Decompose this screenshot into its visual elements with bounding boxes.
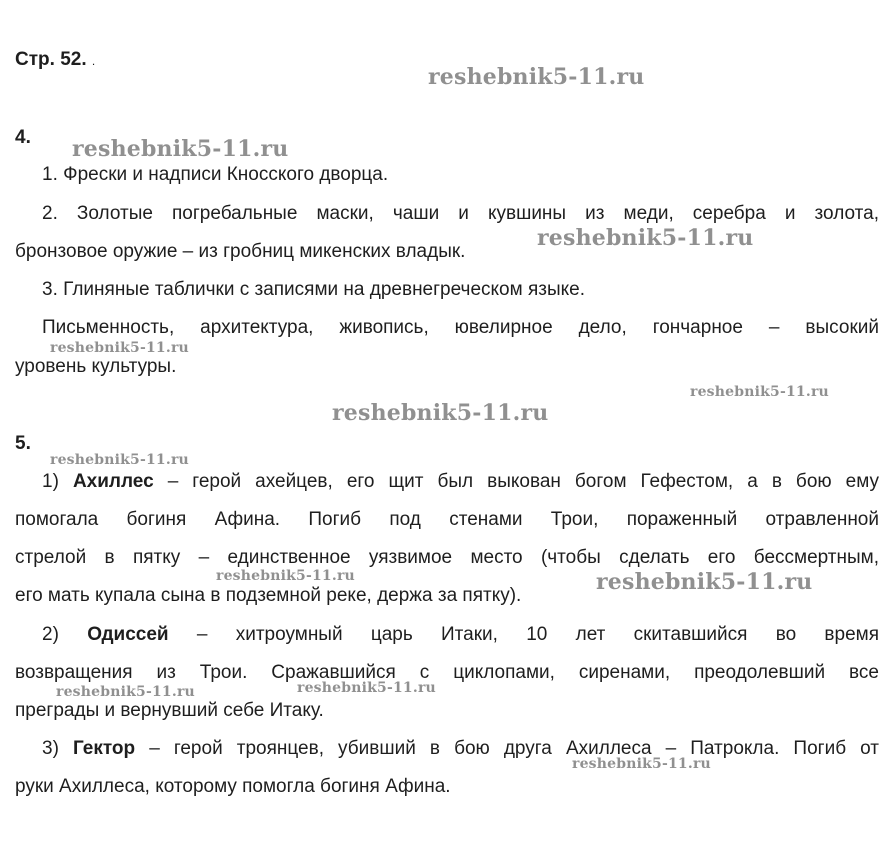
watermark: reshebnik5-11.ru [332,400,549,426]
hero-2-line-1 [42,623,879,647]
watermark: reshebnik5-11.ru [690,384,829,400]
page-header-mark: . [91,54,96,68]
hero-3-line-2: руки Ахиллеса, которому помогла богиня Афина. [15,776,451,797]
watermark: reshebnik5-11.ru [297,680,436,696]
section-4-item-3: 3. Глиняные таблички с записями на древнегреческом языке. [42,279,585,300]
section-4-summary-line-2: уровень культуры. [15,356,177,377]
hero-1-name: Ахиллес [72,471,154,492]
hero-3-text: – герой троянцев, убивший в бою друга Ахиллеса – Патрокла. Погиб от [135,738,879,759]
hero-1-num: 1) [42,471,59,492]
watermark: reshebnik5-11.ru [50,340,189,356]
hero-3-name: Гектор [72,738,136,759]
hero-1-line-2: помогала богиня Афина. Погиб под стенами Трои, пораженный отравленной [15,509,879,530]
hero-1-line-4: его мать купала сына в подземной реке, держа за пятку). [15,585,522,606]
page-header [15,48,95,73]
hero-2-line-3: преграды и вернувший себе Итаку. [15,700,324,721]
hero-2-line-2: возвращения из Трои. Сражавшийся с циклопами, сиренами, преодолевший все [15,662,879,683]
hero-3-num: 3) [42,738,59,759]
section-4-item-2-line-1: 2. Золотые погребальные маски, чаши и кувшины из меди, серебра и золота, [42,203,879,224]
page-header-text: Стр. 52. [15,49,87,70]
watermark: reshebnik5-11.ru [72,136,289,162]
watermark: reshebnik5-11.ru [56,684,195,700]
hero-1-text: – герой ахейцев, его щит был выкован богом Гефестом, а в бою ему [153,471,880,492]
section-4-item-2-line-2: бронзовое оружие – из гробниц микенских владык. [15,241,466,262]
watermark: reshebnik5-11.ru [596,569,813,595]
hero-1-line-3: стрелой в пятку – единственное уязвимое место (чтобы сделать его бессмертным, [15,547,879,568]
watermark: reshebnik5-11.ru [216,568,355,584]
hero-2-name: Одиссей [87,624,169,645]
watermark: reshebnik5-11.ru [537,225,754,251]
hero-1-line-1 [42,470,879,494]
watermark: reshebnik5-11.ru [50,452,189,468]
hero-2-num: 2) [42,624,59,645]
hero-2-text: – хитроумный царь Итаки, 10 лет скитавшийся во время [168,624,879,645]
hero-3-line-1 [42,737,879,761]
watermark: reshebnik5-11.ru [428,64,645,90]
section-4-number: 4. [15,127,31,148]
section-4-summary-line-1: Письменность, архитектура, живопись, ювелирное дело, гончарное – высокий [42,317,879,338]
section-5-number: 5. [15,433,31,454]
watermark: reshebnik5-11.ru [572,756,711,772]
section-4-item-1: 1. Фрески и надписи Кносского дворца. [42,164,389,185]
